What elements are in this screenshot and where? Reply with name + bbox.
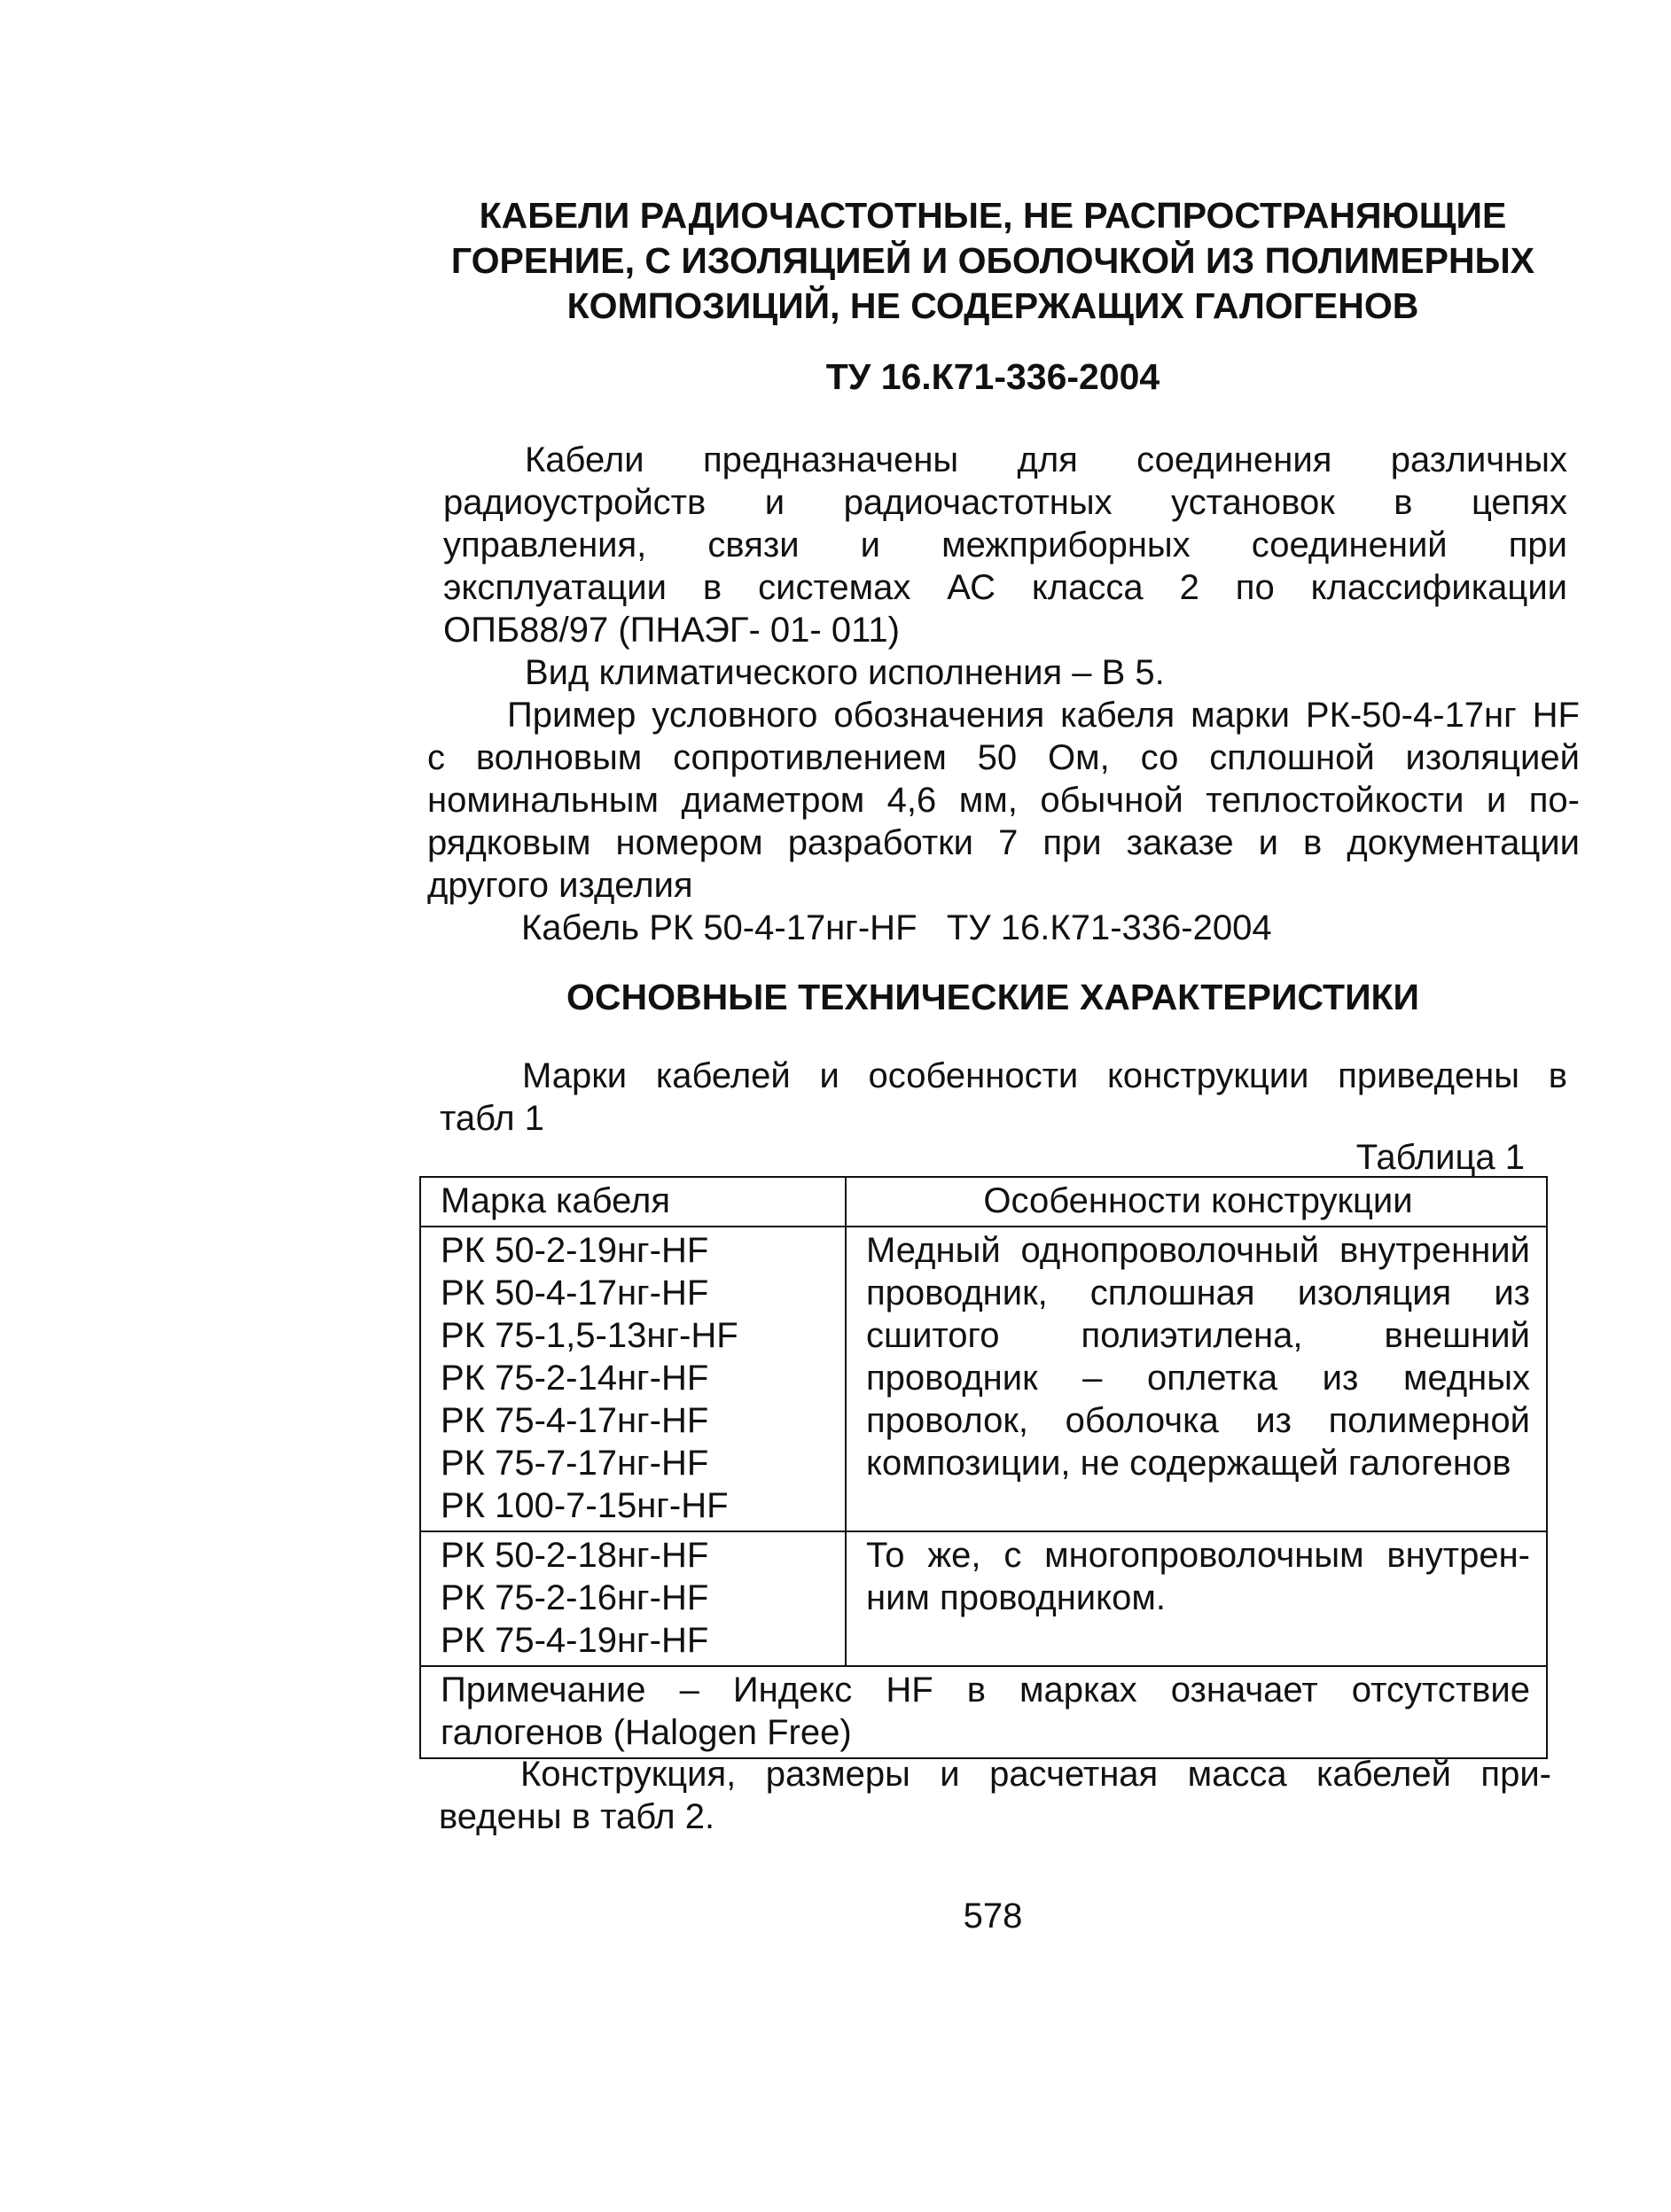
intro-line: ОПБ88/97 (ПНАЭГ- 01- 011): [443, 611, 900, 650]
table-row: [420, 1531, 1547, 1666]
intro-paragraph: [443, 439, 1567, 651]
description-line: композиции, не содержащей галогенов: [866, 1444, 1511, 1483]
closing-line: ведены в табл 2.: [439, 1797, 715, 1836]
title-line: КАБЕЛИ РАДИОЧАСТОТНЫЕ, НЕ РАСПРОСТРАНЯЮЩИЕ: [479, 195, 1507, 236]
table-intro-paragraph: [440, 1055, 1567, 1140]
description-line: проводник, сплошная изоляция из: [866, 1273, 1530, 1312]
example-line: другого изделия: [427, 866, 693, 905]
cable-model: РК 75-7-17нг-HF: [441, 1444, 709, 1483]
description-line: проволок, оболочка из полимерной: [866, 1401, 1530, 1440]
example-line: с волновым сопротивлением 50 Ом, со сплошной изоляцией: [427, 738, 1580, 777]
table-header-row: [420, 1177, 1547, 1227]
climate-line: Вид климатического исполнения – В 5.: [525, 653, 1165, 692]
intro-line: управления, связи и межприборных соединений при: [443, 526, 1567, 565]
closing-line: Конструкция, размеры и расчетная масса кабелей при-: [520, 1755, 1551, 1794]
example-paragraph: [427, 694, 1580, 907]
cable-table: [419, 1176, 1548, 1759]
page-number: 578: [963, 1897, 1023, 1936]
description-line: проводник – оплетка из медных: [866, 1359, 1530, 1398]
title-line: ГОРЕНИЕ, С ИЗОЛЯЦИЕЙ И ОБОЛОЧКОЙ ИЗ ПОЛИМЕРНЫХ: [450, 240, 1535, 281]
models-cell: [420, 1531, 846, 1666]
description-line: сшитого полиэтилена, внешний: [866, 1316, 1530, 1355]
description-line: Медный однопроволочный внутренний: [866, 1231, 1530, 1270]
cable-model: РК 50-2-18нг-HF: [441, 1536, 709, 1575]
cable-model: РК 75-2-16нг-HF: [441, 1578, 709, 1617]
cable-model: РК 75-4-17нг-HF: [441, 1401, 709, 1440]
intro-line: Кабели предназначены для соединения различных: [525, 440, 1567, 479]
table-row: [420, 1227, 1547, 1531]
cable-model: РК 50-4-17нг-HF: [441, 1273, 709, 1312]
intro-line: радиоустройств и радиочастотных установок в цепях: [443, 483, 1567, 522]
closing-paragraph: [439, 1753, 1551, 1838]
table-note-cell: [420, 1666, 1547, 1758]
table-caption: Таблица 1: [1355, 1138, 1525, 1177]
intro-line: эксплуатации в системах АС класса 2 по классификации: [443, 568, 1567, 607]
column-header-brand: Марка кабеля: [420, 1177, 846, 1227]
description-line: То же, с многопроволочным внутрен-: [866, 1536, 1530, 1575]
document-title: [417, 193, 1569, 329]
note-line: галогенов (Halogen Free): [441, 1713, 852, 1752]
standard-code: ТУ 16.К71-336-2004: [825, 356, 1160, 397]
example-line: номинальным диаметром 4,6 мм, обычной теплостойкости и по-: [427, 781, 1580, 820]
models-cell: [420, 1227, 846, 1531]
description-line: ним проводником.: [866, 1578, 1166, 1617]
cable-model: РК 100-7-15нг-HF: [441, 1486, 729, 1525]
column-header-features: Особенности конструкции: [846, 1177, 1547, 1227]
table-intro-line: табл 1: [440, 1099, 544, 1138]
cable-model: РК 75-2-14нг-HF: [441, 1359, 709, 1398]
example-line: Пример условного обозначения кабеля марки РК-50-4-17нг HF: [507, 696, 1580, 735]
cable-model: РК 75-1,5-13нг-HF: [441, 1316, 738, 1355]
section-title: ОСНОВНЫЕ ТЕХНИЧЕСКИЕ ХАРАКТЕРИСТИКИ: [566, 977, 1420, 1017]
example-line: рядковым номером разработки 7 при заказе и в документации: [427, 823, 1580, 862]
table-intro-line: Марки кабелей и особенности конструкции приведены в: [522, 1056, 1567, 1095]
description-cell: [846, 1531, 1547, 1666]
table-note-row: [420, 1666, 1547, 1758]
note-line: Примечание – Индекс HF в марках означает отсутствие: [441, 1671, 1530, 1710]
cable-model: РК 50-2-19нг-HF: [441, 1231, 709, 1270]
title-line: КОМПОЗИЦИЙ, НЕ СОДЕРЖАЩИХ ГАЛОГЕНОВ: [566, 285, 1419, 326]
designation-paragraph: [521, 907, 1585, 949]
climate-paragraph: [525, 651, 1500, 694]
description-cell: [846, 1227, 1547, 1531]
example-designation: Кабель РК 50-4-17нг-HF ТУ 16.К71-336-2004: [521, 908, 1272, 947]
cable-model: РК 75-4-19нг-HF: [441, 1621, 709, 1660]
